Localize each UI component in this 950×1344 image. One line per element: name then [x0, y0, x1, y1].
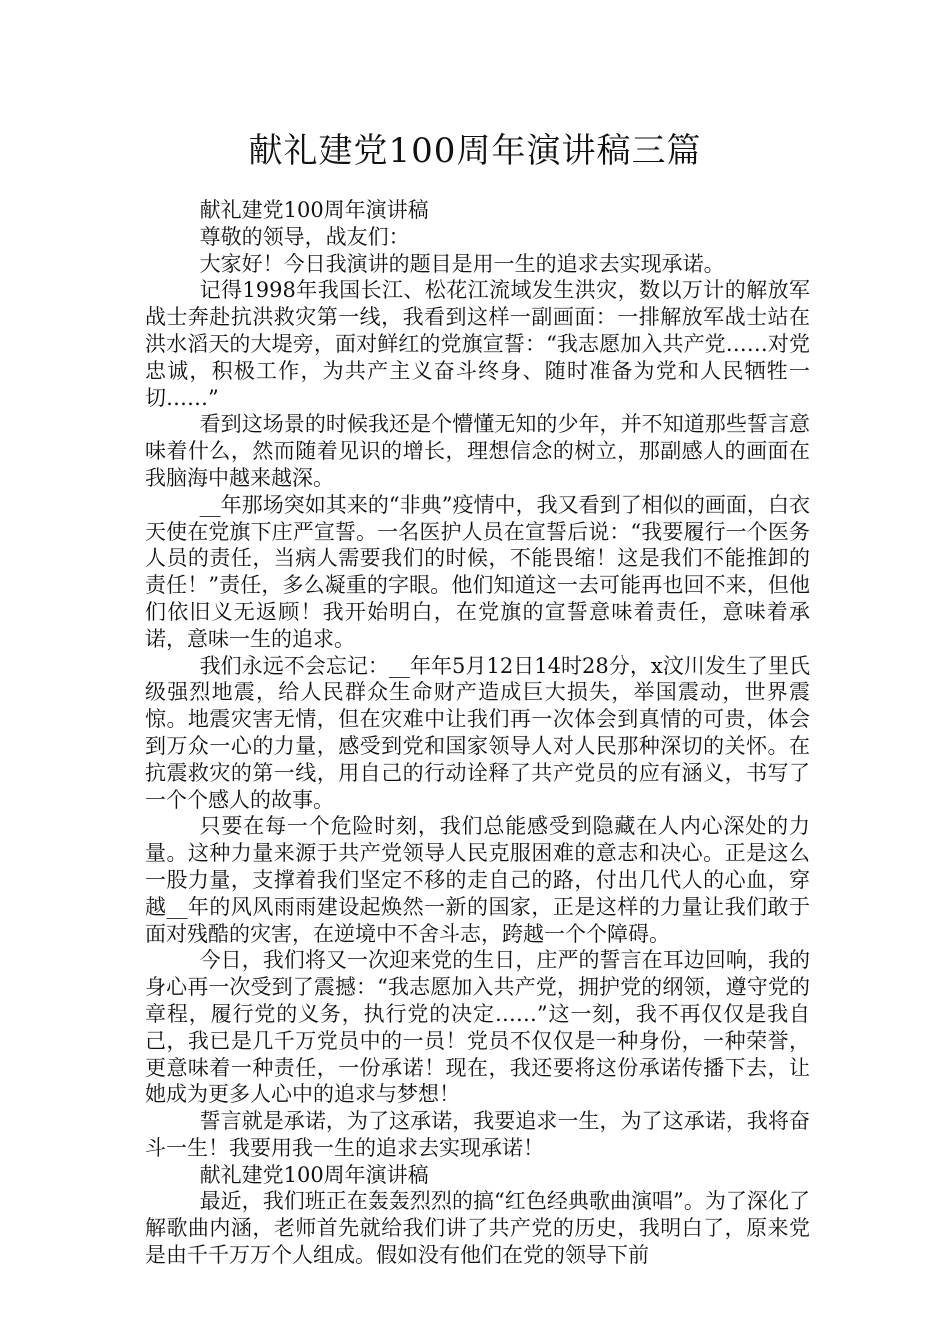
paragraph: 看到这场景的时候我还是个懵懂无知的少年，并不知道那些誓言意味着什么，然而随着见识的增长，理想信念的树立，那副感人的画面在我脑海中越来越深。	[145, 412, 810, 490]
paragraph: __年那场突如其来的“非典”疫情中，我又看到了相似的画面，白衣天使在党旗下庄严宣誓。一名医护人员在宣誓后说：“我要履行一个医务人员的责任，当病人需要我们的时候，不能畏缩！这是我们不能推卸的责任！”责任，多么凝重的字眼。他们知道这一去可能再也回不来，但他们依旧义无返顾！我开始明白，在党旗的宣誓意味着责任，意味着承诺，意味一生的追求。	[145, 492, 810, 651]
speech-heading: 献礼建党100周年演讲稿	[199, 1162, 429, 1187]
document-body	[145, 197, 810, 1269]
paragraph: 只要在每一个危险时刻，我们总能感受到隐藏在人内心深处的力量。这种力量来源于共产党领导人民克服困难的意志和决心。正是这么一股力量，支撑着我们坚定不移的走自己的路，付出几代人的心血，穿越__年的风风雨雨建设起焕然一新的国家，正是这样的力量让我们敢于面对残酷的灾害，在逆境中不舍斗志，跨越一个个障碍。	[145, 814, 810, 946]
speech-heading: 献礼建党100周年演讲稿	[199, 198, 429, 222]
document-title: 献礼建党100周年演讲稿三篇	[248, 131, 702, 171]
paragraph: 记得1998年我国长江、松花江流域发生洪灾，数以万计的解放军战士奔赴抗洪救灾第一线，我看到这样一副画面：一排解放军战士站在洪水滔天的大堤旁，面对鲜红的党旗宣誓：“我志愿加入共产党……对党忠诚，积极工作，为共产主义奋斗终身、随时准备为党和人民牺牲一切……”	[145, 278, 810, 410]
salutation: 尊敬的领导，战友们：	[199, 224, 410, 249]
paragraph: 最近，我们班正在轰轰烈烈的搞“红色经典歌曲演唱”。为了深化了解歌曲内涵，老师首先就给我们讲了共产党的历史，我明白了，原来党是由千千万万个人组成。假如没有他们在党的领导下前	[145, 1189, 810, 1268]
paragraph: 誓言就是承诺，为了这承诺，我要追求一生，为了这承诺，我将奋斗一生！我要用我一生的追求去实现承诺！	[145, 1109, 810, 1160]
paragraph: 我们永远不会忘记：__年年5月12日14时28分，x汶川发生了里氏级强烈地震，给人民群众生命财产造成巨大损失，举国震动，世界震惊。地震灾害无情，但在灾难中让我们再一次体会到真情的可贵，体会到万众一心的力量，感受到党和国家领导人对人民那种深切的关怀。在抗震救灾的第一线，用自己的行动诠释了共产党员的应有涵义，书写了一个个感人的故事。	[145, 653, 810, 812]
paragraph: 今日，我们将又一次迎来党的生日，庄严的誓言在耳边回响，我的身心再一次受到了震撼：“我志愿加入共产党，拥护党的纲领，遵守党的章程，履行党的义务，执行党的决定……”这一刻，我不再仅仅是我自己，我已是几千万党员中的一员！党员不仅仅是一种身份，一种荣誉，更意味着一种责任，一份承诺！现在，我还要将这份承诺传播下去，让她成为更多人心中的追求与梦想！	[145, 948, 810, 1107]
paragraph: 大家好！今日我演讲的题目是用一生的追求去实现承诺。	[199, 251, 725, 276]
